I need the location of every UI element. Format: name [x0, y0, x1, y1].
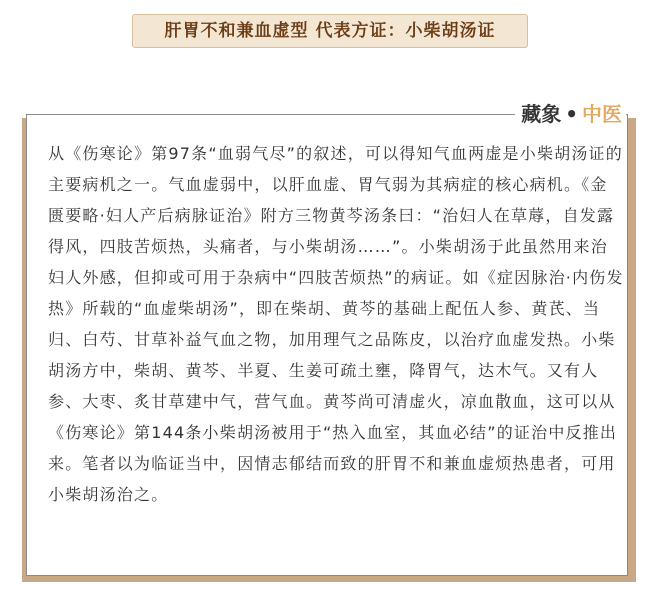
brand-name-part2: 中医: [582, 102, 622, 126]
brand-name-part1: 藏象: [521, 102, 562, 126]
brand-separator: •: [565, 102, 578, 126]
brand-label: [515, 100, 626, 128]
section-title: 肝胃不和兼血虚型 代表方证：小柴胡汤证: [164, 21, 496, 41]
article-body: 从《伤寒论》第97条“血弱气尽”的叙述，可以得知气血两虚是小柴胡汤证的主要病机之一。气血虚弱中，以肝血虚、胃气弱为其病症的核心病机。《金匮要略·妇人产后病脉证治》附方三物黄芩汤条曰：“治妇人在草蓐，自发露得风，四肢苦烦热，头痛者，与小柴胡汤……”。小柴胡汤于此虽然用来治妇人外感，但抑或可用于杂病中“四肢苦烦热”的病证。如《症因脉治·内伤发热》所载的“血虚柴胡汤”，即在柴胡、黄芩的基础上配伍人参、黄芪、当归、白芍、甘草补益气血之物，加用理气之品陈皮，以治疗血虚发热。小柴胡汤方中，柴胡、黄芩、半夏、生姜可疏土壅，降胃气，达木气。又有人参、大枣、炙甘草建中气，营气血。黄芩尚可清虚火，凉血散血，这可以从《伤寒论》第144条小柴胡汤被用于“热入血室，其血必结”的证治中反推出来。笔者以为临证当中，因情志郁结而致的肝胃不和兼血虚烦热患者，可用小柴胡汤治之。: [48, 144, 624, 504]
section-title-tag: [132, 14, 528, 48]
